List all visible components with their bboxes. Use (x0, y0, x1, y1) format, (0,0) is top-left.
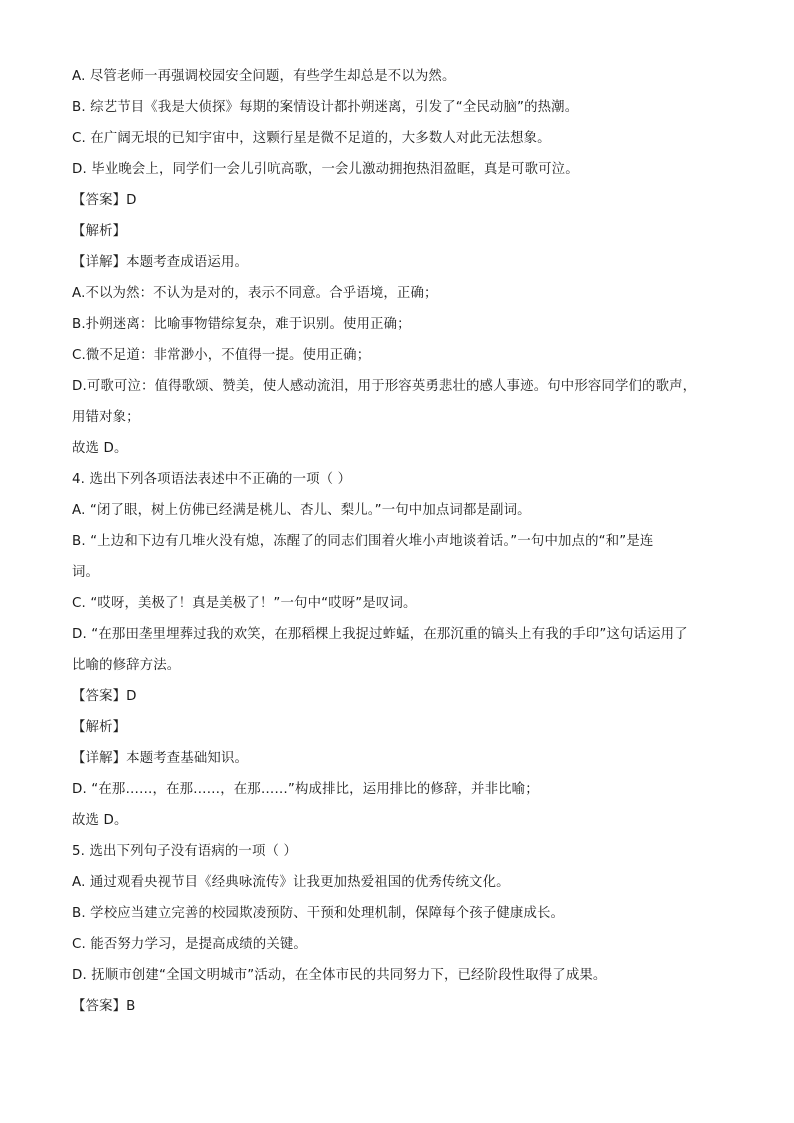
explanation-d-q3-cont: 用错对象； (72, 410, 140, 425)
option-d-q4-cont: 比喻的修辞方法。 (72, 658, 181, 673)
explanation-b-q3: B.扑朔迷离：比喻事物错综复杂，难于识别。使用正确； (72, 317, 411, 332)
analysis-heading-q4: 【解析】 (72, 720, 127, 735)
explanation-d-q4: D. “在那……，在那……，在那……”构成排比，运用排比的修辞，并非比喻； (72, 782, 539, 797)
option-a-q5: A. 通过观看央视节目《经典咏流传》让我更加热爱祖国的优秀传统文化。 (72, 875, 510, 890)
option-a-q3: A. 尽管老师一再强调校园安全问题，有些学生却总是不以为然。 (72, 69, 456, 84)
question-4: 4. 选出下列各项语法表述中不正确的一项（ ） (72, 472, 352, 487)
detail-heading-q4: 【详解】本题考查基础知识。 (72, 751, 249, 766)
option-b-q4: B. “上边和下边有几堆火没有熄，冻醒了的同志们围着火堆小声地谈着话。”一句中加点的“和”是连 (72, 534, 654, 549)
question-5: 5. 选出下列句子没有语病的一项（ ） (72, 844, 297, 859)
option-c-q5: C. 能否努力学习，是提高成绩的关键。 (72, 937, 307, 952)
option-c-q4: C. “哎呀，美极了！真是美极了！”一句中“哎呀”是叹词。 (72, 596, 417, 611)
option-a-q4: A. “闭了眼，树上仿佛已经满是桃儿、杏儿、梨儿。”一句中加点词都是副词。 (72, 503, 531, 518)
option-b-q3: B. 综艺节目《我是大侦探》每期的案情设计都扑朔迷离，引发了“全民动脑”的热潮。 (72, 100, 579, 115)
analysis-heading-q3: 【解析】 (72, 224, 127, 239)
choice-q4: 故选 D。 (72, 813, 128, 828)
choice-q3: 故选 D。 (72, 441, 128, 456)
option-d-q3: D. 毕业晚会上，同学们一会儿引吭高歌，一会儿激动拥抱热泪盈眶，真是可歌可泣。 (72, 162, 579, 177)
detail-heading-q3: 【详解】本题考查成语运用。 (72, 255, 249, 270)
option-b-q5: B. 学校应当建立完善的校园欺凌预防、干预和处理机制，保障每个孩子健康成长。 (72, 906, 565, 921)
explanation-c-q3: C.微不足道：非常渺小，不值得一提。使用正确； (72, 348, 371, 363)
explanation-a-q3: A.不以为然：不认为是对的，表示不同意。合乎语境，正确； (72, 286, 438, 301)
option-d-q5: D. 抚顺市创建“全国文明城市”活动，在全体市民的共同努力下，已经阶段性取得了成果。 (72, 968, 607, 983)
answer-q5: 【答案】B (72, 999, 136, 1014)
document-page (72, 61, 722, 1022)
option-b-q4-cont: 词。 (72, 565, 100, 580)
answer-q3: 【答案】D (72, 193, 137, 208)
option-d-q4: D. “在那田垄里埋葬过我的欢笑，在那稻棵上我捉过蚱蜢，在那沉重的镐头上有我的手印”这句话运用了 (72, 627, 688, 642)
option-c-q3: C. 在广阔无垠的已知宇宙中，这颗行星是微不足道的，大多数人对此无法想象。 (72, 131, 551, 146)
explanation-d-q3: D.可歌可泣：值得歌颂、赞美，使人感动流泪，用于形容英勇悲壮的感人事迹。句中形容同学们的歌声， (72, 379, 697, 394)
answer-q4: 【答案】D (72, 689, 137, 704)
